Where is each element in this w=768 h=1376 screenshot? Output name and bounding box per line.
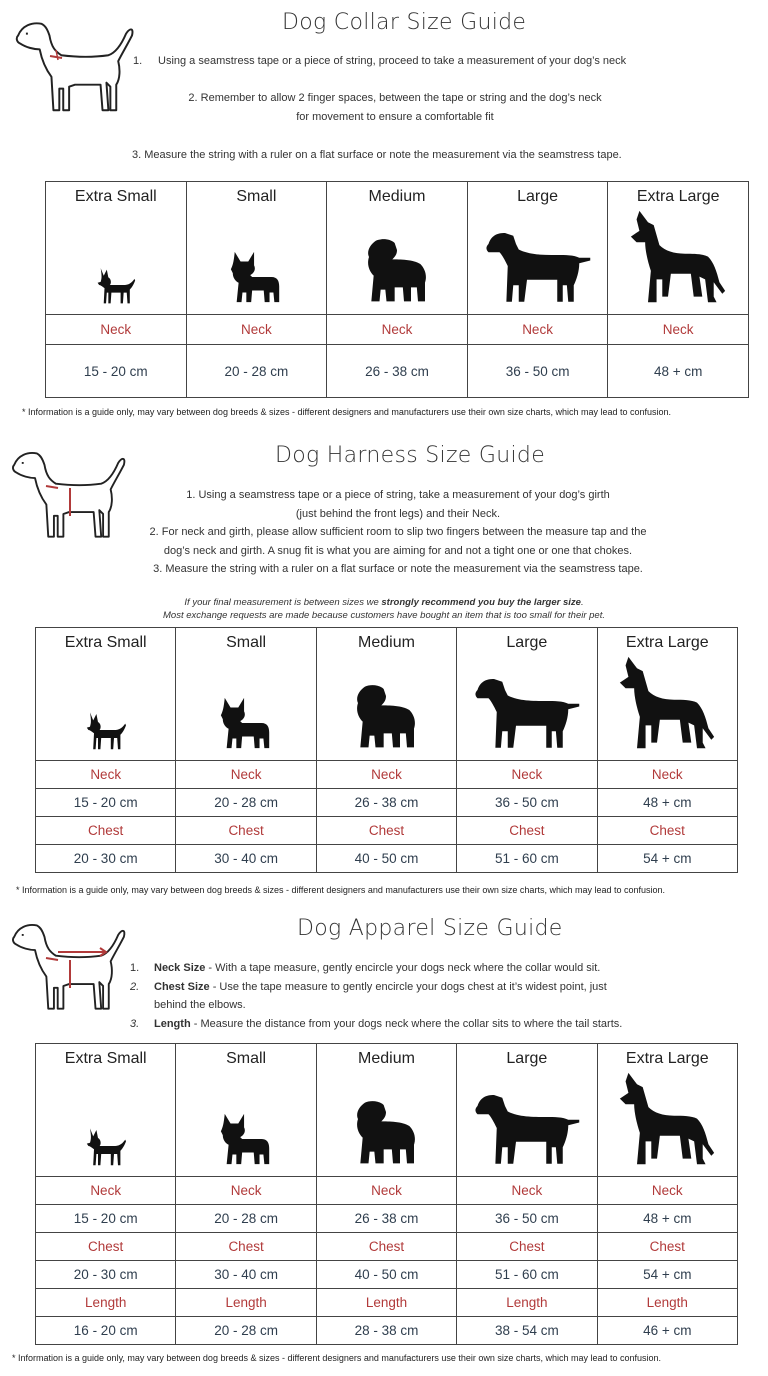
apparel-step-1 [130,959,750,978]
section-title: Dog Harness Size Guide [275,443,546,468]
neck-label: Neck [457,1177,597,1205]
size-label: Medium [368,188,426,205]
french-bulldog-silhouette-icon [217,1108,275,1170]
collar-step-2-line-1: 2. Remember to allow 2 finger spaces, between the tape or string and the dog’s neck [188,92,602,104]
neck-label: Neck [46,315,187,345]
advice-bold: strongly recommend you buy the larger size [381,597,581,608]
neck-value: 36 - 50 cm [467,345,608,398]
size-label: Large [517,188,559,205]
chest-label: Chest [457,1233,597,1261]
chest-value: 30 - 40 cm [176,845,316,873]
harness-step-1-cont: (just behind the front legs) and their Neck. [295,507,501,520]
apparel-disclaimer: * Information is a guide only, may vary between dog breeds & sizes - different designers and manufacturers use their own size charts, which may lead to confusion. [12,1353,662,1363]
neck-value: 20 - 28 cm [176,1205,316,1233]
section-title: Dog Apparel Size Guide [297,916,563,941]
neck-value: 26 - 38 cm [316,789,456,817]
neck-label: Neck [186,315,327,345]
chest-value: 40 - 50 cm [316,845,456,873]
step-num: 1. [130,962,140,974]
size-label: Large [506,634,548,651]
step-bold: Length [154,1017,191,1030]
collar-step-1-num: 1. [133,55,143,67]
chest-value: 54 + cm [597,1261,737,1289]
neck-value: 26 - 38 cm [316,1205,456,1233]
apparel-step-2-cont [130,996,750,1015]
neck-value: 20 - 28 cm [186,345,327,398]
size-label: Large [506,1050,548,1067]
collar-step-3: 3. Measure the string with a ruler on a flat surface or note the measurement via the seamstress tape. [132,149,622,161]
size-label: Extra Large [625,1050,709,1067]
neck-label: Neck [457,761,597,789]
length-label: Length [176,1289,316,1317]
neck-value: 48 + cm [597,1205,737,1233]
harness-step-3: 3. Measure the string with a ruler on a flat surface or note the measurement via the seamstress tape. [153,563,643,575]
size-label: Extra Small [64,1050,147,1067]
page-title: Dog Collar Size Guide [282,10,527,35]
chihuahua-silhouette-icon [82,1122,130,1170]
length-label: Length [36,1289,176,1317]
chest-value: 40 - 50 cm [316,1261,456,1289]
chest-label: Chest [597,817,737,845]
length-value: 46 + cm [597,1317,737,1345]
step-bold: Chest Size [154,980,210,993]
chest-label: Chest [457,817,597,845]
chest-value: 20 - 30 cm [36,845,176,873]
harness-disclaimer: * Information is a guide only, may vary between dog breeds & sizes - different designers and manufacturers use their own size charts, which may lead to confusion. [16,885,666,895]
neck-value: 48 + cm [608,345,749,398]
collar-disclaimer: * Information is a guide only, may vary between dog breeds & sizes - different designers and manufacturers use their own size charts, which may lead to confusion. [22,407,672,417]
chest-label: Chest [176,1233,316,1261]
neck-value: 15 - 20 cm [46,345,187,398]
size-col-medium [316,1044,456,1177]
neck-label: Neck [36,761,176,789]
length-label: Length [457,1289,597,1317]
labrador-silhouette-icon [472,1086,582,1170]
chest-label: Chest [316,817,456,845]
neck-label: Neck [36,1177,176,1205]
apparel-size-table [35,1043,738,1345]
step-text: behind the elbows. [154,999,246,1011]
neck-label: Neck [597,1177,737,1205]
harness-step-1: 1. Using a seamstress tape or a piece of string, take a measurement of your dog’s girth [186,489,610,501]
neck-label: Neck [597,761,737,789]
step-num: 3. [130,1017,140,1030]
advice-post: . [580,597,584,608]
step-text: - With a tape measure, gently encircle your dogs neck where the collar would sit. [205,962,601,974]
step-text: - Use the tape measure to gently encircle your dogs chest at it’s widest point, just [209,980,607,993]
size-col-extra-small [36,1044,176,1177]
advice-pre: If your final measurement is between sizes we [184,597,382,608]
size-col-large [457,1044,597,1177]
size-label: Small [226,634,267,651]
step-text: - Measure the distance from your dogs neck where the collar sits to where the tail starts. [190,1017,623,1030]
chest-value: 20 - 30 cm [36,1261,176,1289]
size-label: Medium [358,634,415,651]
neck-label: Neck [316,1177,456,1205]
dog-outline-icon [8,916,132,1020]
neck-value: 26 - 38 cm [327,345,468,398]
collar-step-1: Using a seamstress tape or a piece of string, proceed to take a measurement of your dog’s neck [158,55,627,67]
apparel-step-2 [130,978,750,997]
neck-label: Neck [176,761,316,789]
size-label: Small [226,1050,267,1067]
size-label: Extra Small [64,634,147,651]
length-value: 16 - 20 cm [36,1317,176,1345]
chest-label: Chest [36,817,176,845]
collar-step-2-line-2: for movement to ensure a comfortable fit [296,110,494,123]
neck-label: Neck [327,315,468,345]
size-label: Extra Small [74,188,157,205]
chest-value: 51 - 60 cm [457,845,597,873]
apparel-steps [130,959,750,1033]
chest-label: Chest [597,1233,737,1261]
size-label: Small [236,188,277,205]
neck-label: Neck [467,315,608,345]
neck-value: 36 - 50 cm [457,1205,597,1233]
step-num: 2. [130,980,140,993]
neck-value: 15 - 20 cm [36,1205,176,1233]
apparel-step-3 [130,1015,750,1034]
neck-label: Neck [176,1177,316,1205]
chest-value: 51 - 60 cm [457,1261,597,1289]
size-col-extra-large [597,1044,737,1177]
neck-value: 48 + cm [597,789,737,817]
size-label: Extra Large [625,634,709,651]
neck-value: 15 - 20 cm [36,789,176,817]
step-bold: Neck Size [154,962,206,974]
chest-label: Chest [36,1233,176,1261]
harness-advice-2: Most exchange requests are made because customers have bought an item that is too small for their pet. [163,610,605,621]
length-label: Length [316,1289,456,1317]
size-label: Extra Large [636,188,720,205]
neck-value: 36 - 50 cm [457,789,597,817]
chest-value: 30 - 40 cm [176,1261,316,1289]
size-label: Medium [358,1050,415,1067]
neck-value: 20 - 28 cm [176,789,316,817]
length-value: 28 - 38 cm [316,1317,456,1345]
size-col-small [176,1044,316,1177]
chest-label: Chest [316,1233,456,1261]
length-value: 20 - 28 cm [176,1317,316,1345]
harness-step-2-cont: dog’s neck and girth. A snug fit is what you are aiming for and not a tight one or one that chokes. [163,544,633,557]
chest-label: Chest [176,817,316,845]
neck-label: Neck [316,761,456,789]
staffordshire-silhouette-icon [351,1096,421,1170]
neck-label: Neck [608,315,749,345]
length-value: 38 - 54 cm [457,1317,597,1345]
great-dane-silhouette-icon [617,1070,717,1170]
chest-value: 54 + cm [597,845,737,873]
harness-step-2: 2. For neck and girth, please allow sufficient room to slip two fingers between the measure tap and the [149,526,647,538]
length-label: Length [597,1289,737,1317]
